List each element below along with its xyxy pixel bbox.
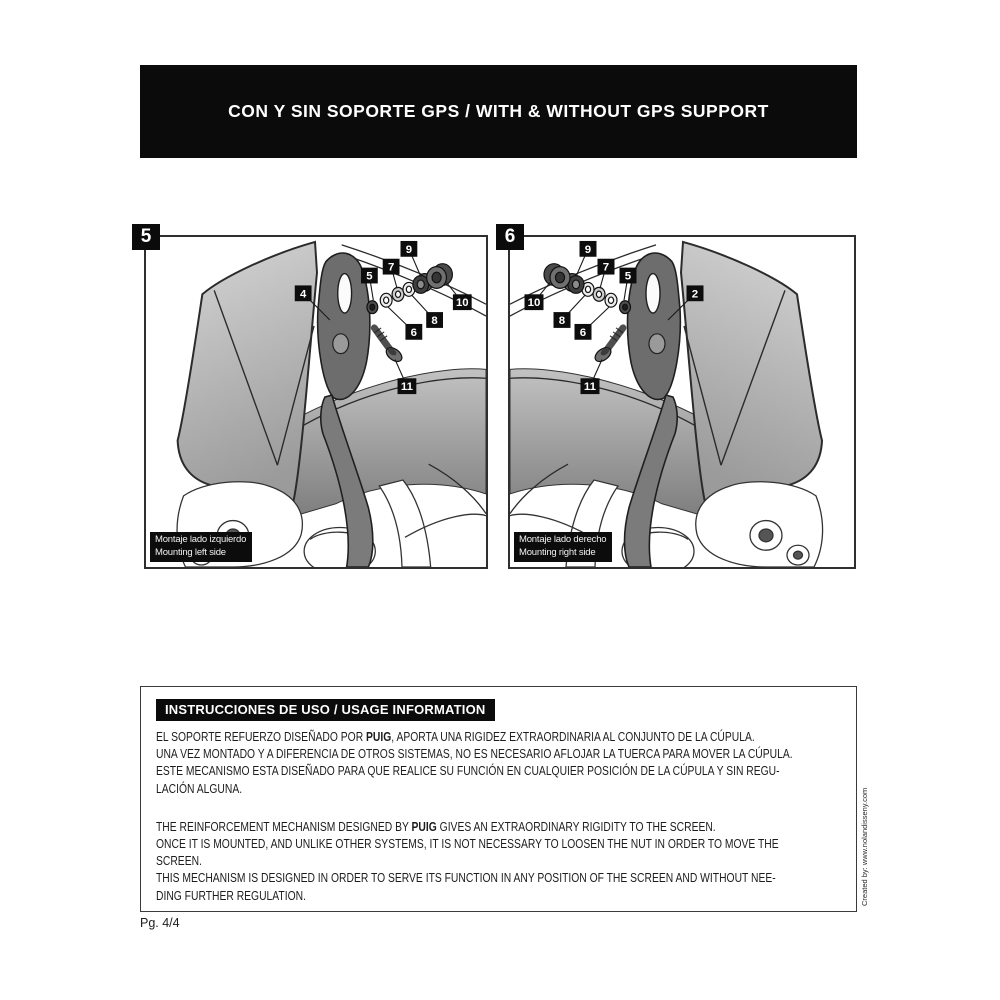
brand-name: PUIG [366,730,392,744]
callout-8 [412,295,443,328]
bike-illustration-mirrored [510,242,823,567]
svg-text:10: 10 [527,297,541,310]
assembly-diagram-left [146,237,486,567]
instructions-english: THE REINFORCEMENT MECHANISM DESIGNED BY PUIG GIVES AN EXTRAORDINARY RIGIDITY TO THE SCREEN. ONCE IT IS MOUNTED, AND UNLIKE OTHER SYSTEMS, IT IS NOT NECESSARY TO LOOSEN THE NUT IN ORDER TO MOVE THE SCREEN. THIS MECHANISM IS DESIGNED IN ORDER TO SERVE ITS FUNCTION IN ANY POSITION OF THE SCREEN AND WITHOUT NEE- DING FURTHER REGULATION. [156,819,779,903]
creator-credit: Created by: www.nolandisseny.com [860,787,869,906]
page-title: CON Y SIN SOPORTE GPS / WITH & WITHOUT GPS SUPPORT [228,101,769,121]
callout-7 [598,259,615,289]
callout-6 [575,307,610,340]
mounting-side-caption: Montaje lado izquierdo Mounting left side [150,532,252,562]
svg-text:4: 4 [299,288,307,301]
svg-text:6: 6 [410,326,418,339]
diagram-panel-5 [140,226,488,569]
diagram-panel-6 [504,226,856,569]
callout-9 [576,241,597,277]
svg-text:6: 6 [579,326,587,339]
instructions-spanish: EL SOPORTE REFUERZO DISEÑADO POR PUIG, APORTA UNA RIGIDEZ EXTRAORDINARIA AL CONJUNTO DE LA CÚPULA. UNA VEZ MONTADO Y A DIFERENCIA DE OTROS SISTEMAS, NO ES NECESARIO AFLOJAR LA TUERCA PARA MOVER LA CÚPULA. ESTE MECANISMO ESTA DISEÑADO PARA QUE REALICE SU FUNCIÓN EN CUALQUIER POSICIÓN DE LA CÚPULA Y SIN REGU- LACIÓN ALGUNA. [156,730,793,796]
svg-text:7: 7 [602,261,610,274]
brand-name: PUIG [411,819,437,834]
svg-text:8: 8 [431,314,438,327]
svg-text:11: 11 [583,381,597,394]
svg-text:5: 5 [366,270,373,283]
usage-information-box [140,686,857,912]
callout-10 [446,282,471,310]
usage-information-header: INSTRUCCIONES DE USO / USAGE INFORMATION [156,699,495,721]
callout-10 [525,282,551,310]
callout-9 [401,241,421,277]
svg-text:2: 2 [691,288,699,301]
panel-number-badge: 5 [132,224,160,250]
callout-7 [383,259,400,289]
callout-8 [554,295,586,328]
svg-text:5: 5 [624,270,632,283]
title-banner [140,65,857,158]
assembly-diagram-right [510,237,854,567]
svg-text:9: 9 [405,243,413,256]
svg-text:8: 8 [558,315,566,327]
svg-text:9: 9 [584,243,592,256]
panel-number-badge: 6 [496,224,524,250]
svg-text:7: 7 [387,261,395,274]
page-number: Pg. 4/4 [140,916,180,930]
mounting-side-caption: Montaje lado derecho Mounting right side [514,532,612,562]
svg-text:10: 10 [455,297,469,310]
callout-6 [388,307,422,340]
bike-illustration [177,242,486,567]
svg-text:11: 11 [400,381,413,394]
